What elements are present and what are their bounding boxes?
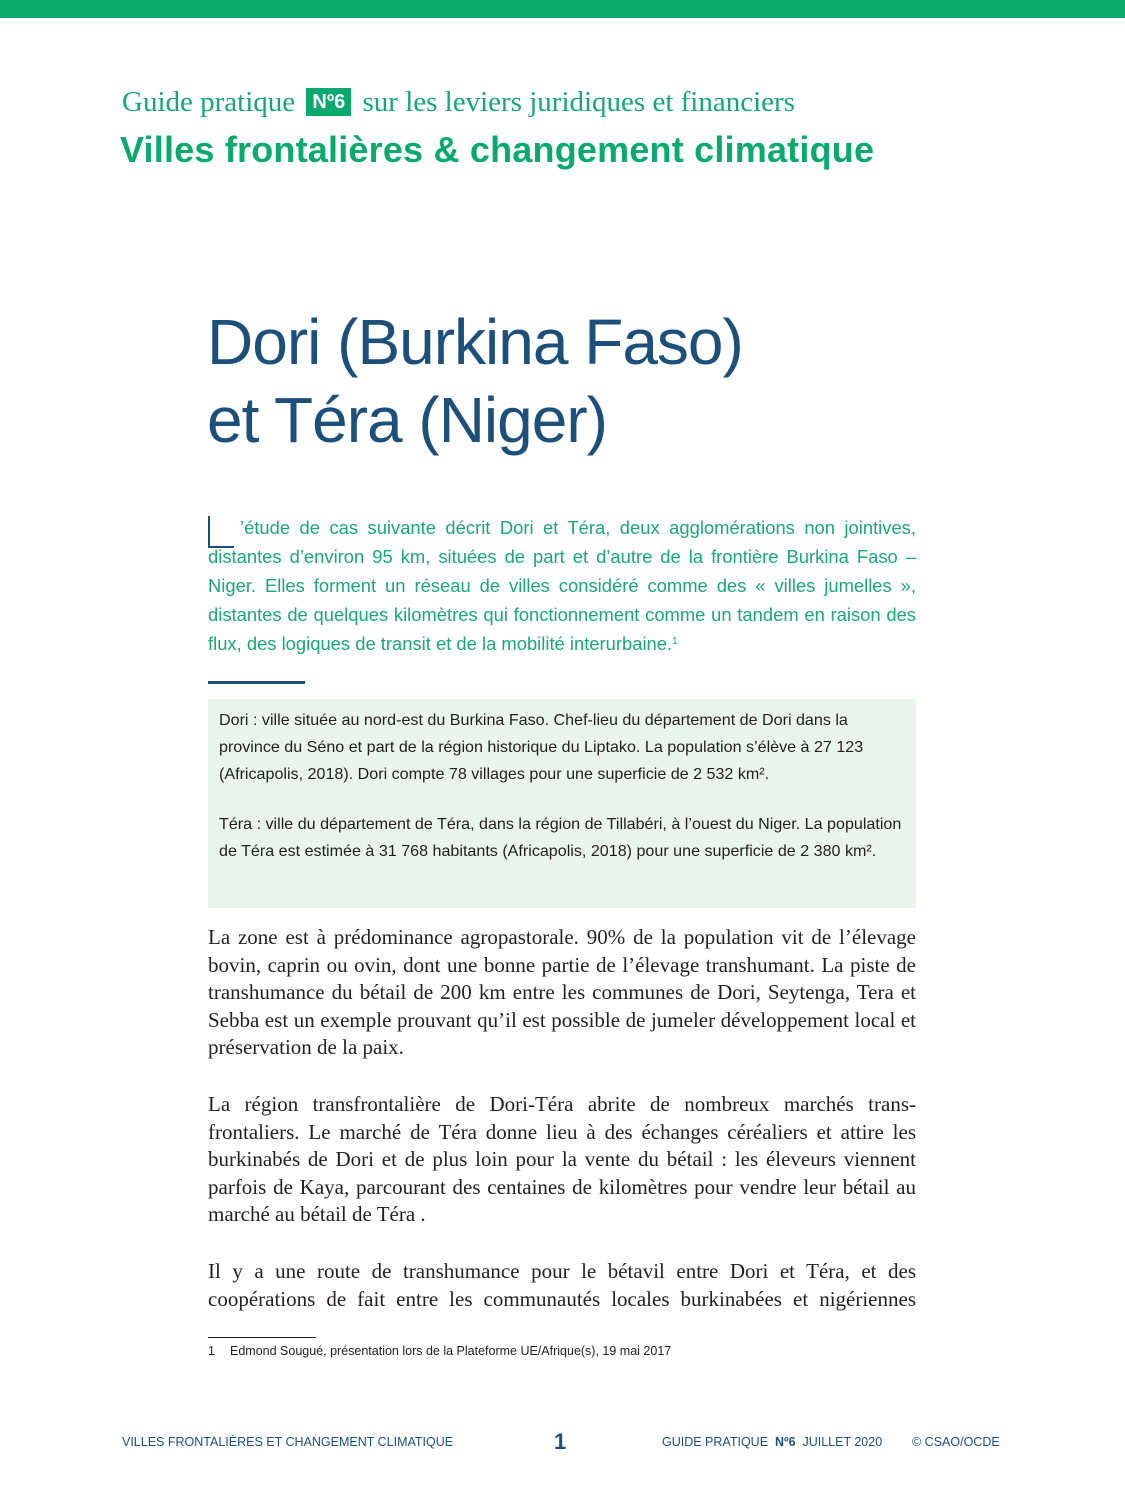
article-title-line-2: et Téra (Niger) <box>207 384 607 456</box>
intro-paragraph <box>208 513 916 658</box>
footnote-reference: 1 <box>672 636 678 647</box>
top-accent-bar <box>0 0 1125 18</box>
footer-guide-info <box>662 1427 882 1457</box>
publication-title: Villes frontalières & changement climatique <box>120 129 875 170</box>
dori-description: Dori : ville située au nord-est du Burkina Faso. Chef-lieu du département de Dori dans la province du Séno et part de la région historique du Liptako. La population s’élève à 27 123 (Africapolis, 2018). Dori compte 78 villages pour une superficie de 2 532 km². <box>219 711 864 783</box>
footer-guide-number: Nº6 <box>774 1435 796 1449</box>
footer-copyright: © CSAO/OCDE <box>912 1435 1000 1449</box>
guide-suffix: sur les leviers juridiques et financiers <box>362 86 795 118</box>
body-paragraph: Il y a une route de transhumance pour le bétavil entre Dori et Téra, et des coopérations de fait entre les communautés locales burkinabées et nigériennes <box>208 1258 916 1311</box>
footnote-text: Edmond Sougué, présentation lors de la Plateforme UE/Afrique(s), 19 mai 2017 <box>230 1344 672 1358</box>
footer-date: JUILLET 2020 <box>802 1435 883 1449</box>
tera-description: Téra : ville du département de Téra, dans la région de Tillabéri, à l’ouest du Niger. La population de Téra est estimée à 31 768 habitants (Africapolis, 2018) pour une superficie de 2 380 km². <box>219 815 902 860</box>
guide-subtitle <box>122 84 1022 120</box>
guide-prefix: Guide pratique <box>122 86 296 118</box>
footnote-divider <box>208 1337 316 1338</box>
body-paragraph: La région transfrontalière de Dori-Téra abrite de nombreux marchés transfrontaliers. Le marché de Téra donne lieu à des échanges céréaliers et attire les burkinabés de Dori et de plus loin pour la vente du bétail : les éleveurs viennent parfois de Kaya, parcourant des centaines de kilomètres pour vendre leur bétail au marché au bétail de Téra . <box>208 1091 916 1227</box>
article-title-line-1: Dori (Burkina Faso) <box>207 306 743 378</box>
city-info-box <box>208 699 916 908</box>
body-paragraph: La zone est à prédominance agropastorale. 90% de la population vit de l’élevage bovin, caprin ou ovin, dont une bonne partie de l’élevage transhumant. La piste de transhumance du bétail de 200 km entre les communes de Dori, Seytenga, Tera et Sebba est un exemple prouvant qu’il est possible de jumeler développement local et préservation de la paix. <box>208 925 916 1060</box>
body-text <box>208 924 916 1342</box>
guide-number-badge: Nº6 <box>306 88 351 116</box>
footer-publication-name: VILLES FRONTALIÈRES ET CHANGEMENT CLIMATIQUE <box>122 1435 454 1449</box>
footnote-number: 1 <box>208 1344 215 1358</box>
intro-text: ’étude de cas suivante décrit Dori et Téra, deux agglomérations non jointives, distantes d’environ 95 km, situées de part et d’autre de la frontière Burkina Faso – Niger. Elles forment un réseau de villes considéré comme des « villes jumelles », distantes de quelques kilomètres qui fonctionnement comme un tandem en raison des flux, des logiques de transit et de la mobilité interurbaine. <box>208 517 916 654</box>
page-number: 1 <box>554 1429 567 1454</box>
section-divider <box>208 681 305 684</box>
footer-guide-label: GUIDE PRATIQUE <box>662 1435 769 1449</box>
footnote <box>208 1342 908 1360</box>
article-title <box>207 303 967 459</box>
